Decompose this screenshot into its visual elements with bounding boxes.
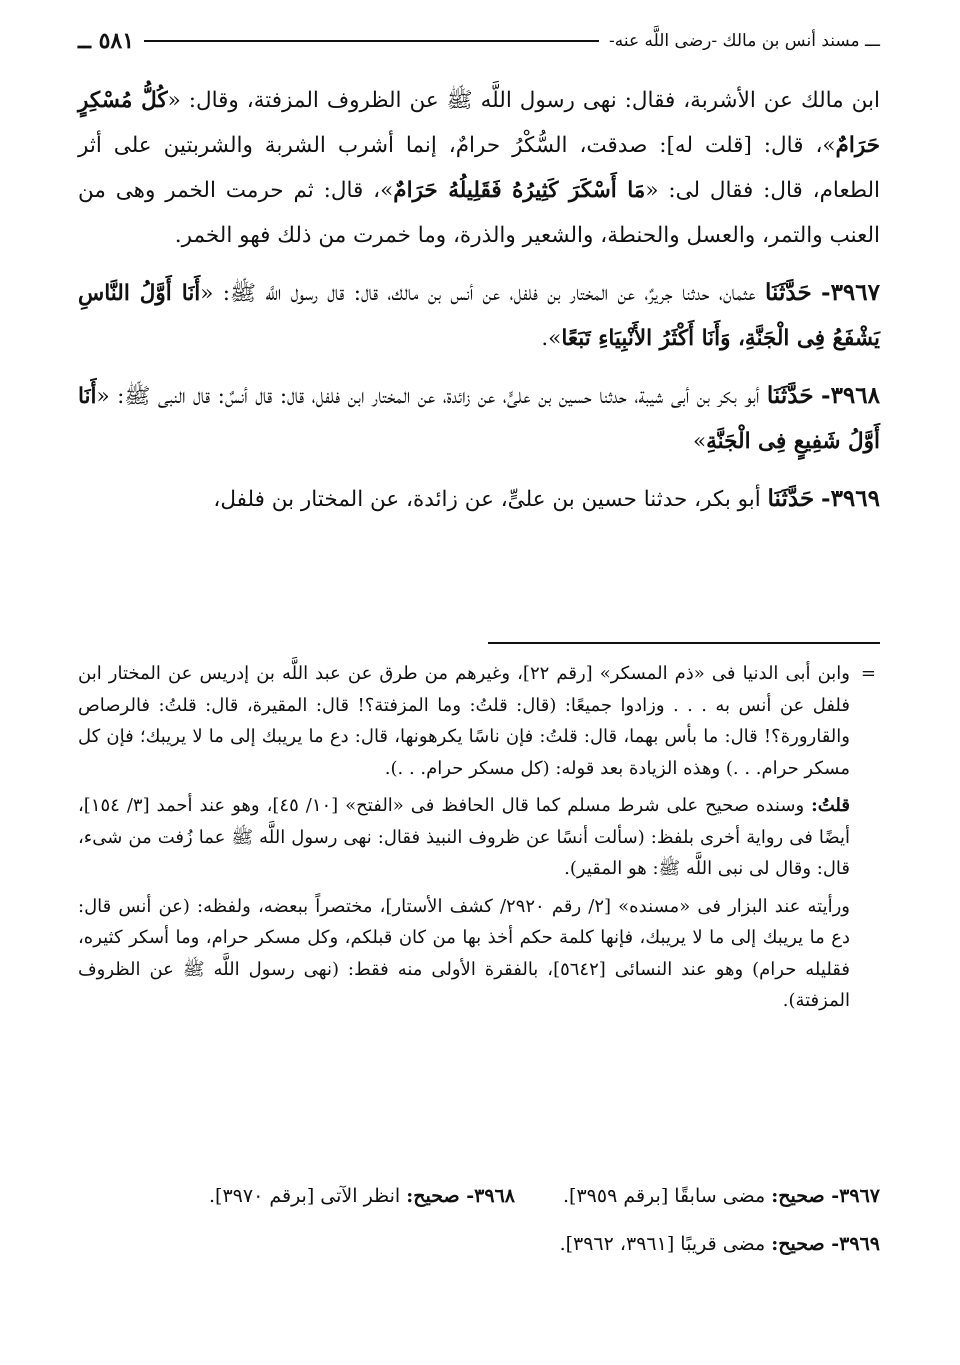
grade-number: ٣٩٦٩- xyxy=(831,1233,880,1255)
header-rule xyxy=(144,40,599,42)
prophetic-quote: أَنَا أَوَّلُ النَّاسِ يَشْفَعُ فِى الْجَنَّةِ، وَأَنَا أَكْثَرُ الأَنْبِيَاءِ تَبَعًا xyxy=(78,281,880,351)
hadith-entry xyxy=(78,476,880,522)
grading-section xyxy=(78,1172,880,1268)
text-run: ». xyxy=(541,326,562,351)
text-run: عثمان، حدثنا جريرٌ، عن المختار بن فلفل، عن أنس بن مالك، قال: قال رسول اللَّه ﷺ: « xyxy=(200,281,766,306)
hadith-number: ٣٩٦٧- xyxy=(821,279,880,306)
continuation-mark: = xyxy=(860,663,876,684)
footnote-label: قلتُ: xyxy=(811,795,850,816)
spacer xyxy=(78,464,880,476)
prophetic-quote: كُلُّ مُسْكِرٍ حَرَامٌ xyxy=(78,88,880,158)
text-run: »، قال: ثم حرمت الخمر وهى من العنب والتمر، والعسل والحنطة، والشعير والذرة، وما خمرت من ذلك فهو الخمر. xyxy=(78,178,880,248)
grade-line xyxy=(78,1220,880,1268)
grade-number: ٣٩٦٨- xyxy=(466,1185,515,1207)
grade-number: ٣٩٦٧- xyxy=(831,1185,880,1207)
paragraph-continuation xyxy=(78,78,880,258)
footnotes xyxy=(78,658,880,1017)
text-run: أبو بكر بن أبى شيبة، حدثنا حسين بن علىٍّ، عن زائدة، عن المختار ابن فلفل، قال: قال أنسٌ: قال النبى ﷺ: « xyxy=(96,384,767,409)
text-run: أبو بكر، حدثنا حسين بن علىٍّ، عن زائدة، عن المختار بن فلفل، xyxy=(213,487,768,512)
footnote-continued xyxy=(78,658,880,784)
text-run: ابن مالك عن الأشربة، فقال: نهى رسول اللَّه ﷺ عن الظروف المزفتة، وقال: « xyxy=(167,88,881,113)
haddathana-keyword: حَدَّثَنَا xyxy=(767,485,815,512)
hadith-entry xyxy=(78,270,880,361)
text-run: »، قال: [قلت له]: صدقت، السُّكْرُ حرامٌ، إنما أشرب الشربة والشربتين على أثر الطعام، قال: فقال لى: « xyxy=(78,133,880,203)
haddathana-keyword: حَدَّثَنَا xyxy=(765,279,812,306)
prophetic-quote: أَنَا أَوَّلُ شَفِيعٍ فِى الْجَنَّةِ xyxy=(78,384,880,454)
grade-text: مضى قريبًا [٣٩٦١، ٣٩٦٢]. xyxy=(559,1233,772,1255)
hadith-entry xyxy=(78,373,880,464)
haddathana-keyword: حَدَّثَنَا xyxy=(766,382,814,409)
running-header xyxy=(78,28,880,54)
footnote-paragraph xyxy=(78,790,880,885)
footnote-paragraph xyxy=(78,891,880,1017)
footnote-text: ورأيته عند البزار فى «مسنده» [٢/ رقم ٢٩٢٠/ كشف الأستار]، مختصراً ببعضه، ولفظه: (عن أنس قال: دع ما يريبك إلى ما لا يريبك، فإنها كلمة حكم أخذ بها من كان قبلكم، وكل مسكر حرام، وما أسكر كثيره، فقليله حرام) وهو عند النسائى [٥٦٤٢]، بالفقرة الأولى منه فقط: (نهى رسول اللَّه ﷺ عن الظروف المزفتة). xyxy=(78,895,850,1011)
prophetic-quote: مَا أَسْكَرَ كَثِيرُهُ فَقَلِيلُهُ حَرَامٌ xyxy=(393,178,646,203)
footnote-text: وابن أبى الدنيا فى «ذم المسكر» [رقم ٢٢]، وغيرهم من طرق عن عبد اللَّه بن إدريس عن المختار ابن فلفل عن أنس به . . . وزادوا جميعًا: (قال: قلتُ: وما المزفتة؟! قال: المقيرة، قال: قلتُ: فالرصاص والقارورة؟! قال: ما بأس بهما، قال: قلتُ: فإن ناسًا يكرهونها، قال: دع ما يريبك إلى ما لا يريبك؛ فإن كل مسكر حرام. . .) وهذه الزيادة بعد قوله: (كل مسكر حرام. . .). xyxy=(78,663,850,779)
grade-label: صحيح: xyxy=(771,1185,832,1207)
text-run: » xyxy=(692,429,707,454)
grade-text: انظر الآتى [برقم ٣٩٧٠]. xyxy=(209,1185,407,1207)
spacer xyxy=(78,258,880,270)
footnote-separator xyxy=(488,642,880,644)
spacer xyxy=(78,361,880,373)
footnote-text: وسنده صحيح على شرط مسلم كما قال الحافظ فى «الفتح» [١٠/ ٤٥]، وهو عند أحمد [٣/ ١٥٤]، أيضًا فى رواية أخرى بلفظ: (سألت أنسًا عن ظروف النبيذ فقال: نهى رسول اللَّه ﷺ عما زُفت من شىء، قال: وقال لى نبى اللَّه ﷺ: هو المقير). xyxy=(78,795,850,879)
main-text xyxy=(78,78,880,522)
hadith-number: ٣٩٦٨- xyxy=(821,382,880,409)
grade-text: مضى سابقًا [برقم ٣٩٥٩]. xyxy=(563,1185,772,1207)
grade-label: صحيح: xyxy=(406,1185,467,1207)
page-number: ٥٨١ ــ xyxy=(78,28,135,54)
header-title: ـــ مسند أنس بن مالك -رضى اللَّه عنه- xyxy=(608,31,880,51)
grade-line xyxy=(78,1172,880,1220)
grade-label: صحيح: xyxy=(771,1233,832,1255)
hadith-number: ٣٩٦٩- xyxy=(821,485,880,512)
